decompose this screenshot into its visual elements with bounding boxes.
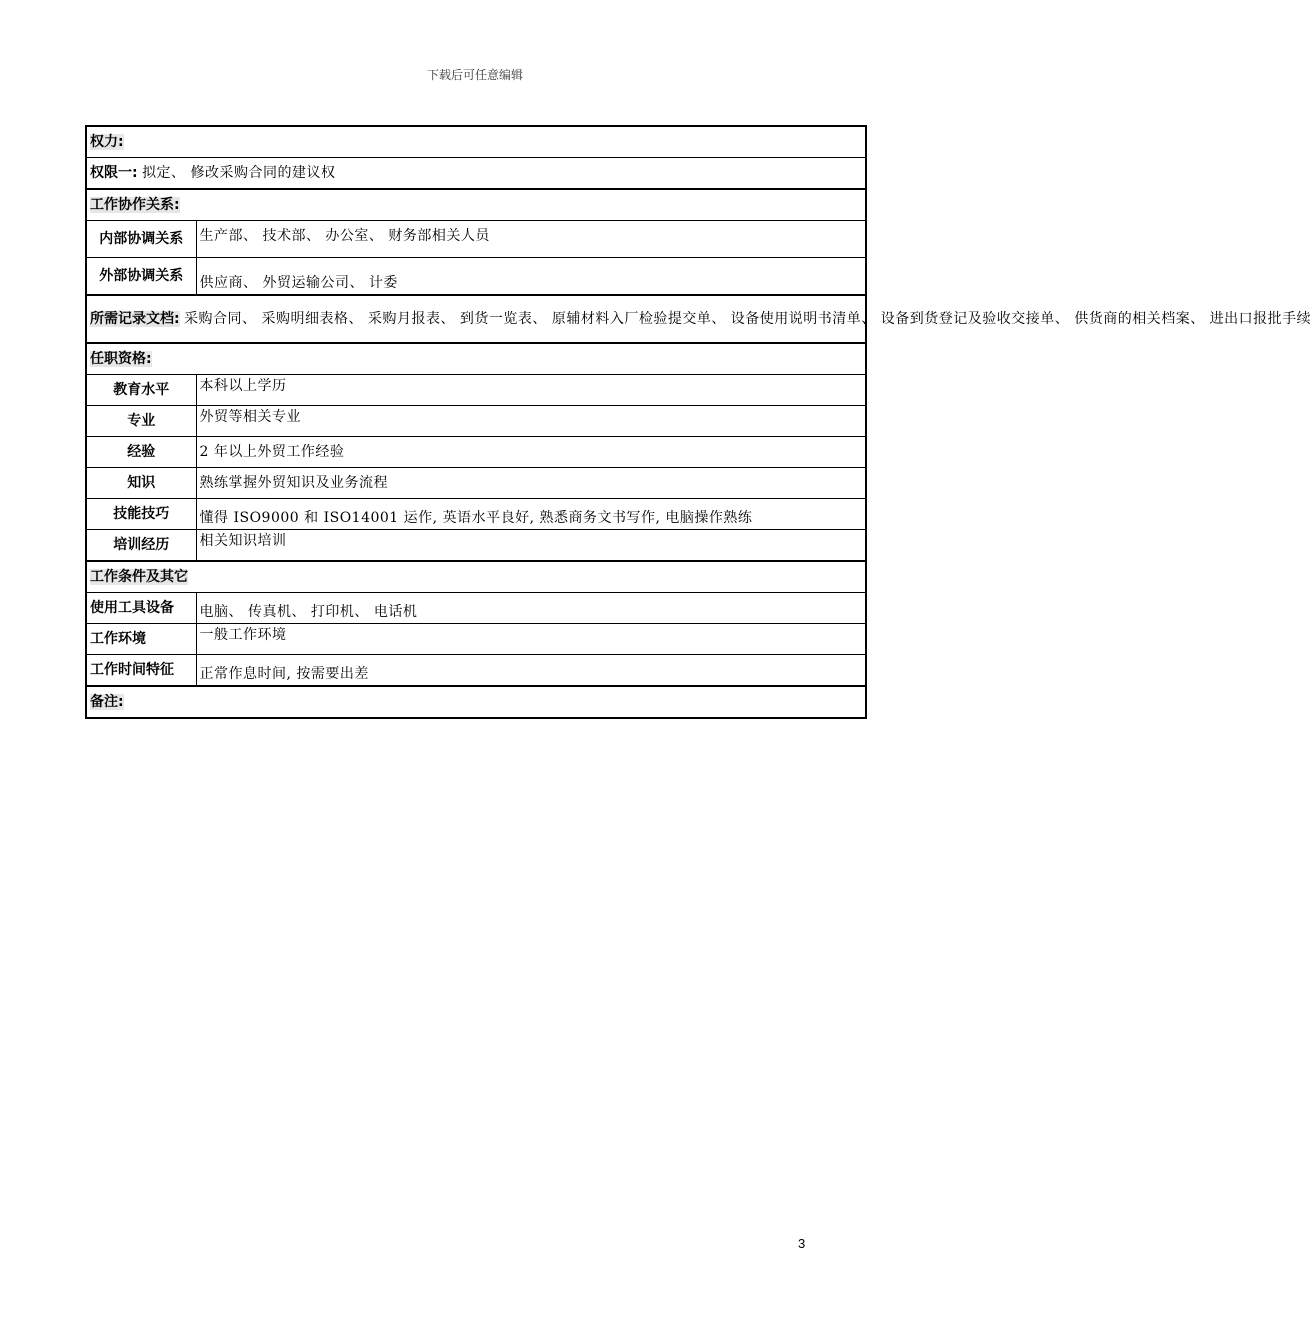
permission-value: 拟定、 修改采购合同的建议权 — [142, 165, 336, 181]
remarks-row — [86, 686, 866, 718]
knowledge-label: 知识 — [86, 468, 196, 499]
permission-cell — [86, 158, 866, 190]
table-row — [86, 593, 866, 624]
authority-cell — [86, 126, 866, 158]
table-row — [86, 624, 866, 655]
authority-heading: 权力: — [90, 134, 124, 150]
records-row — [86, 295, 866, 343]
conditions-heading-cell — [86, 561, 866, 593]
permission-row — [86, 158, 866, 190]
table-row — [86, 530, 866, 562]
table-row — [86, 655, 866, 687]
cooperation-heading-cell — [86, 189, 866, 221]
page-header-note: 下载后可任意编辑 — [426, 68, 523, 82]
external-coordination-value: 供应商、 外贸运输公司、 计委 — [196, 258, 866, 296]
table-row — [86, 468, 866, 499]
qualification-heading-cell — [86, 343, 866, 375]
table-row — [86, 375, 866, 406]
qualification-heading: 任职资格: — [90, 351, 152, 367]
skills-label: 技能技巧 — [86, 499, 196, 530]
authority-row — [86, 126, 866, 158]
major-value: 外贸等相关专业 — [196, 406, 866, 437]
knowledge-value: 熟练掌握外贸知识及业务流程 — [196, 468, 866, 499]
table-row — [86, 406, 866, 437]
qualification-heading-row — [86, 343, 866, 375]
environment-label: 工作环境 — [86, 624, 196, 655]
experience-value: 2 年以上外贸工作经验 — [196, 437, 866, 468]
internal-coordination-value: 生产部、 技术部、 办公室、 财务部相关人员 — [196, 221, 866, 258]
conditions-heading: 工作条件及其它 — [90, 569, 188, 585]
permission-label: 权限一: — [90, 165, 138, 181]
records-cell — [86, 295, 1311, 343]
table-row — [86, 499, 866, 530]
education-value: 本科以上学历 — [196, 375, 866, 406]
tools-label: 使用工具设备 — [86, 593, 196, 624]
work-hours-label: 工作时间特征 — [86, 655, 196, 687]
education-label: 教育水平 — [86, 375, 196, 406]
major-label: 专业 — [86, 406, 196, 437]
tools-value: 电脑、 传真机、 打印机、 电话机 — [196, 593, 866, 624]
environment-value: 一般工作环境 — [196, 624, 866, 655]
table-row — [86, 258, 866, 296]
cooperation-heading-row — [86, 189, 866, 221]
records-value: 采购合同、 采购明细表格、 采购月报表、 到货一览表、 原辅材料入厂检验提交单、 设备使用说明书清单、 设备到货登记及验收交接单、 供货商的相关档案、 进出口报批手续 — [184, 311, 1311, 327]
experience-label: 经验 — [86, 437, 196, 468]
external-coordination-label: 外部协调关系 — [86, 258, 196, 296]
job-description-table — [85, 125, 1311, 719]
table-row — [86, 437, 866, 468]
table-row — [86, 221, 866, 258]
work-hours-value: 正常作息时间, 按需要出差 — [196, 655, 866, 687]
remarks-cell — [86, 686, 866, 718]
remarks-heading: 备注: — [90, 694, 124, 710]
conditions-heading-row — [86, 561, 866, 593]
records-label: 所需记录文档: — [90, 311, 180, 327]
training-value: 相关知识培训 — [196, 530, 866, 562]
cooperation-heading: 工作协作关系: — [90, 197, 180, 213]
page-number: 3 — [798, 1236, 806, 1251]
skills-value: 懂得 ISO9000 和 ISO14001 运作, 英语水平良好, 熟悉商务文书写作, 电脑操作熟练 — [196, 499, 866, 530]
training-label: 培训经历 — [86, 530, 196, 562]
internal-coordination-label: 内部协调关系 — [86, 221, 196, 258]
